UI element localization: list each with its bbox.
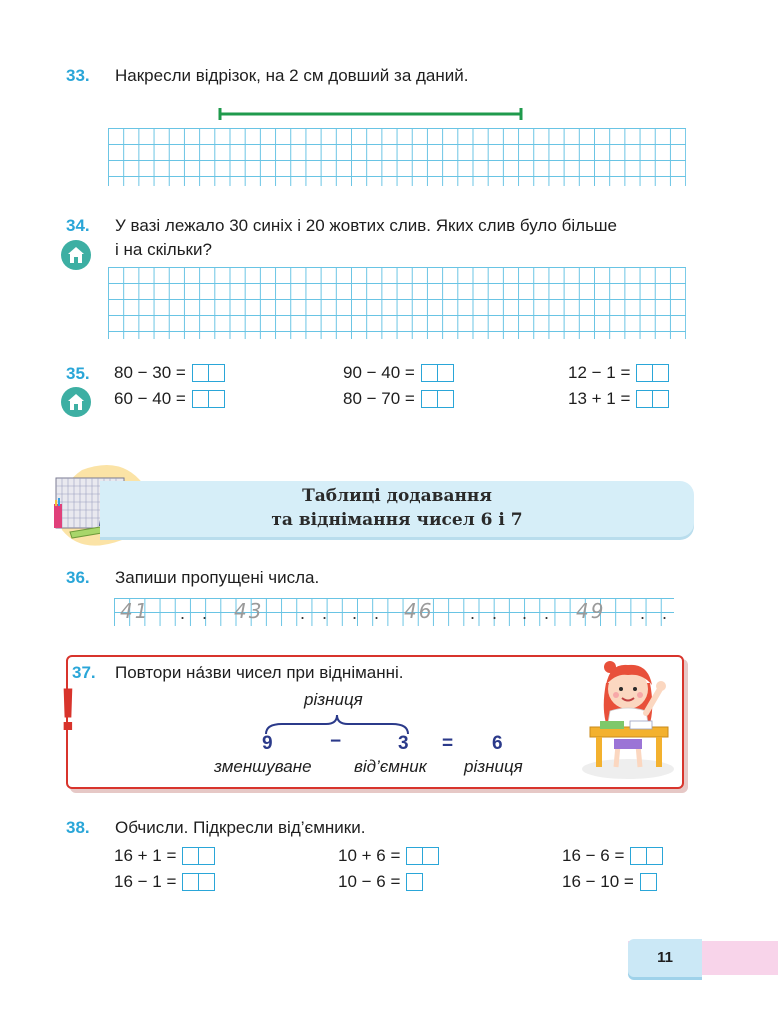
exercise-33-number: 33. (66, 66, 90, 85)
equation-expression: 80 − 30 = (114, 363, 186, 382)
exercise-34-number: 34. (66, 216, 90, 235)
equation (562, 846, 663, 866)
equation (114, 363, 225, 383)
equation-expression: 60 − 40 = (114, 389, 186, 408)
subtrahend-label: від’ємник (354, 757, 427, 776)
answer-box[interactable] (192, 364, 209, 382)
difference-label-top: різниця (304, 690, 363, 709)
exercise-38-text: Обчисли. Підкресли від’ємники. (115, 818, 366, 837)
answer-box[interactable] (406, 847, 423, 865)
answer-box[interactable] (199, 873, 215, 891)
house-icon (61, 387, 91, 417)
answer-box[interactable] (209, 390, 225, 408)
equation (338, 872, 423, 892)
difference-label: різниця (464, 757, 523, 776)
sequence-gap: . . (470, 603, 504, 623)
exercise-34-line-2: і на скільки? (115, 240, 212, 259)
exercise-36-number: 36. (66, 568, 90, 587)
answer-box[interactable] (182, 873, 199, 891)
subtrahend-value: 3 (398, 733, 409, 754)
equation (343, 389, 454, 409)
difference-value: 6 (492, 733, 503, 754)
answer-box[interactable] (182, 847, 199, 865)
section-title-line-2: та віднімання чисел 6 і 7 (271, 510, 523, 530)
equation-expression: 10 − 6 = (338, 872, 401, 891)
answer-box[interactable] (438, 390, 454, 408)
sequence-number: 41 (120, 599, 150, 623)
exercise-38-number: 38. (66, 818, 90, 837)
equation-expression: 13 + 1 = (568, 389, 631, 408)
equation-expression: 90 − 40 = (343, 363, 415, 382)
sequence-gap: . . (352, 603, 386, 623)
answer-box[interactable] (438, 364, 454, 382)
equation (338, 846, 439, 866)
exercise-36-text: Запиши пропущені числа. (115, 568, 320, 587)
answer-box[interactable] (647, 847, 663, 865)
sequence-gap: . . (522, 603, 556, 623)
sequence-gap: . . (640, 603, 674, 623)
answer-box[interactable] (421, 364, 438, 382)
equation (114, 872, 215, 892)
exercise-34-line-1: У вазі лежало 30 синіх і 20 жовтих слив. Яких слив було більше (115, 216, 618, 235)
exercise-37-text: Повтори на́зви чисел при відніманні. (115, 663, 404, 682)
equation-expression: 80 − 70 = (343, 389, 415, 408)
sequence-number: 43 (234, 599, 264, 623)
equation-expression: 16 + 1 = (114, 846, 177, 865)
equation (562, 872, 657, 892)
house-icon (61, 240, 91, 270)
equation-expression: 16 − 1 = (114, 872, 177, 891)
sequence-number: 46 (404, 599, 434, 623)
answer-box[interactable] (636, 364, 653, 382)
answer-box[interactable] (423, 847, 439, 865)
answer-grid-34[interactable] (108, 267, 686, 339)
minuend-label: зменшуване (214, 757, 312, 776)
equals-sign: = (442, 733, 454, 754)
sequence-gap: . . (180, 603, 214, 623)
exercise-33-text: Накресли відрізок, на 2 см довший за даний. (115, 66, 469, 85)
equation-expression: 16 − 6 = (562, 846, 625, 865)
answer-box[interactable] (421, 390, 438, 408)
given-segment (216, 106, 526, 122)
equation-expression: 10 + 6 = (338, 846, 401, 865)
minus-sign: − (330, 731, 342, 752)
answer-box[interactable] (199, 847, 215, 865)
girl-at-desk-illustration (580, 655, 676, 781)
equation (114, 846, 215, 866)
minuend-value: 9 (262, 733, 273, 754)
section-title-line-1: Таблиці додавання (302, 486, 492, 506)
answer-box[interactable] (209, 364, 225, 382)
equation-expression: 16 − 10 = (562, 872, 634, 891)
equation (343, 363, 454, 383)
answer-box[interactable] (192, 390, 209, 408)
equation-expression: 12 − 1 = (568, 363, 631, 382)
sequence-number: 49 (576, 599, 606, 623)
exclamation-icon: ! (58, 676, 78, 743)
exercise-37-number: 37. (72, 663, 96, 682)
equation (568, 389, 669, 409)
answer-box[interactable] (406, 873, 423, 891)
answer-box[interactable] (653, 364, 669, 382)
exercise-35-number: 35. (66, 364, 90, 383)
answer-box[interactable] (640, 873, 657, 891)
page-number: 11 (657, 949, 673, 966)
answer-box[interactable] (653, 390, 669, 408)
sequence-gap: . . (300, 603, 334, 623)
equation (568, 363, 669, 383)
answer-box[interactable] (636, 390, 653, 408)
equation (114, 389, 225, 409)
drawing-grid-33[interactable] (108, 128, 686, 186)
answer-box[interactable] (630, 847, 647, 865)
